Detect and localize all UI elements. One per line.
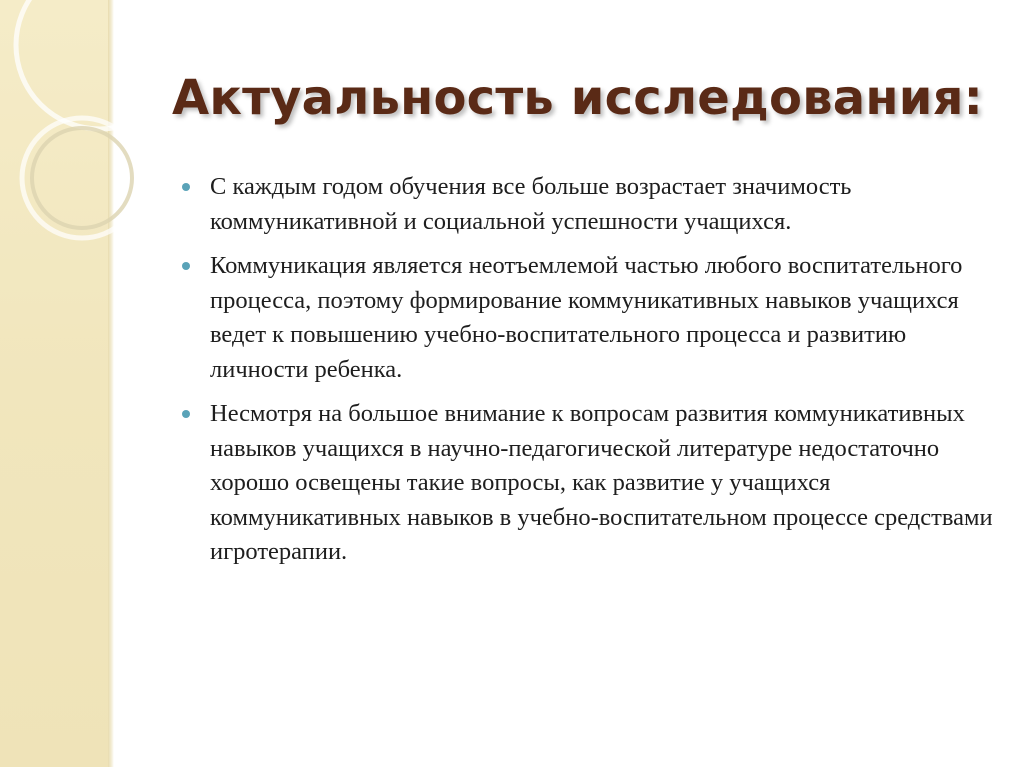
decorative-circle-outer <box>22 118 140 238</box>
slide-title: Актуальность исследования: <box>172 70 983 126</box>
bullet-item <box>172 397 1002 570</box>
bullet-text: Коммуникация является неотъемлемой частью любого воспитательного процесса, поэтому формирование коммуникативных навыков учащихся ведет к повышению учебно-воспитательного процесса и развитию личности ребенка. <box>210 252 963 383</box>
bullet-icon <box>182 183 190 191</box>
bullet-text: Несмотря на большое внимание к вопросам развития коммуникативных навыков учащихся в научно-педагогической литературе недостаточно хорошо освещены такие вопросы, как развитие у учащихся коммуникативных навыков в учебно-воспитательном процессе средствами игротерапии. <box>210 400 993 565</box>
bullet-icon <box>182 262 190 270</box>
decorative-circle-inner <box>32 128 132 228</box>
bullet-item <box>172 249 1002 387</box>
decorative-circles <box>0 0 140 260</box>
decorative-circle-large <box>16 0 140 129</box>
bullet-text: С каждым годом обучения все больше возрастает значимость коммуникативной и социальной успешности учащихся. <box>210 173 852 235</box>
bullet-icon <box>182 410 190 418</box>
bullet-list <box>172 170 1002 580</box>
bullet-item <box>172 170 1002 239</box>
